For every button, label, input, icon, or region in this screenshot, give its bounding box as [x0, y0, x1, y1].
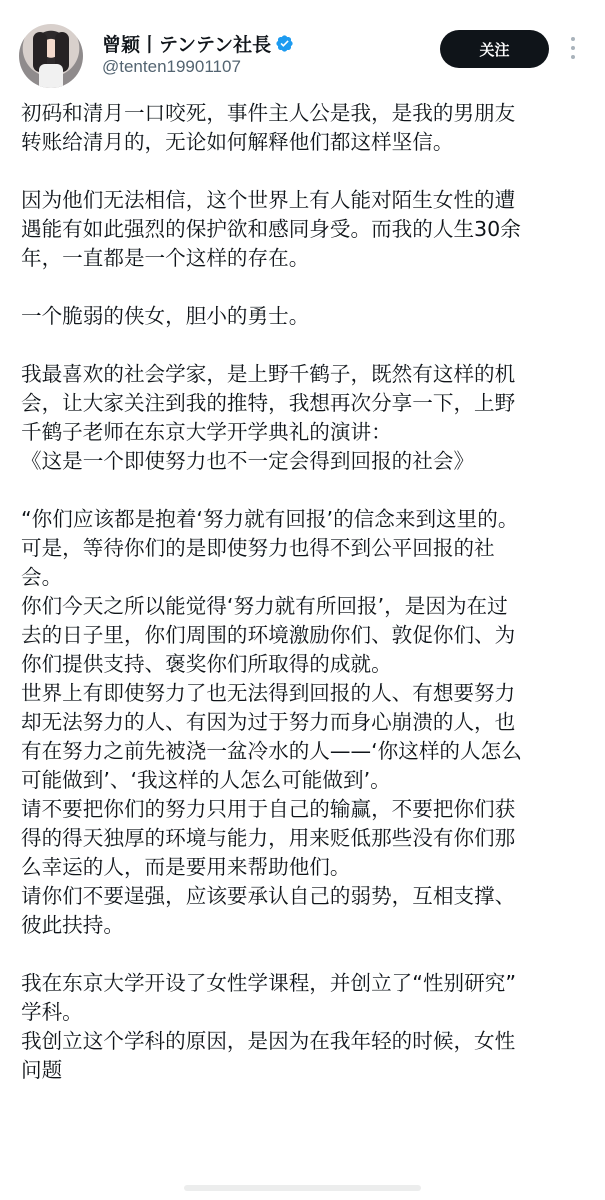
tweet-blank-line — [21, 940, 581, 969]
tweet-line: 千鹤子老师在东京大学开学典礼的演讲： — [21, 420, 392, 444]
tweet-line: 有在努力之前先被浇一盆冷水的人——‘你这样的人怎么 — [21, 739, 522, 763]
tweet-line: 你们提供支持、褒奖你们所取得的成就。 — [21, 652, 392, 676]
tweet-line: 可能做到’、‘我这样的人怎么可能做到’。 — [21, 768, 391, 792]
tweet-line: 初码和清月一口咬死，事件主人公是我，是我的男朋友 — [21, 101, 516, 125]
tweet-line: 彼此扶持。 — [21, 913, 124, 937]
author-handle[interactable]: @tenten19901107 — [102, 57, 241, 76]
tweet-text — [21, 99, 581, 1085]
tweet-line: 却无法努力的人、有因为过于努力而身心崩溃的人，也 — [21, 710, 516, 734]
tweet-line: 学科。 — [21, 1000, 83, 1024]
author-name-row[interactable] — [102, 30, 294, 57]
tweet-line: 我创立这个学科的原因，是因为在我年轻的时候，女性 — [21, 1029, 516, 1053]
avatar[interactable] — [19, 24, 83, 88]
tweet-line: 么幸运的人，而是要用来帮助他们。 — [21, 855, 351, 879]
tweet-line: 会。 — [21, 565, 63, 589]
tweet-line: 我在东京大学开设了女性学课程，并创立了“性别研究” — [21, 971, 516, 995]
tweet-line: 会，让大家关注到我的推特，我想再次分享一下，上野 — [21, 391, 516, 415]
follow-button[interactable]: 关注 — [440, 30, 549, 68]
tweet-line: 世界上有即使努力了也无法得到回报的人、有想要努力 — [21, 681, 516, 705]
tweet-line: 你们今天之所以能觉得‘努力就有所回报’，是因为在过 — [21, 594, 508, 618]
tweet-blank-line — [21, 476, 581, 505]
tweet-line: 转账给清月的，无论如何解释他们都这样坚信。 — [21, 130, 454, 154]
tweet-blank-line — [21, 331, 581, 360]
tweet-blank-line — [21, 273, 581, 302]
tweet-line: 年，一直都是一个这样的存在。 — [21, 246, 310, 270]
tweet-line: 得的得天独厚的环境与能力，用来贬低那些没有你们那 — [21, 826, 516, 850]
tweet-line: 我最喜欢的社会学家，是上野千鹤子，既然有这样的机 — [21, 362, 516, 386]
tweet-line: 一个脆弱的侠女，胆小的勇士。 — [21, 304, 310, 328]
tweet-header — [0, 0, 605, 92]
tweet-line: 去的日子里，你们周围的环境激励你们、敦促你们、为 — [21, 623, 516, 647]
home-indicator — [184, 1185, 421, 1191]
tweet-line: 问题 — [21, 1058, 63, 1082]
tweet-line: 可是，等待你们的是即使努力也得不到公平回报的社 — [21, 536, 495, 560]
tweet-line: 《这是一个即使努力也不一定会得到回报的社会》 — [21, 449, 475, 473]
tweet-line: 遇能有如此强烈的保护欲和感同身受。而我的人生30余 — [21, 217, 521, 241]
avatar-body — [39, 64, 63, 88]
tweet-line: 请不要把你们的努力只用于自己的输赢，不要把你们获 — [21, 797, 516, 821]
ellipsis-vertical-icon[interactable] — [566, 37, 580, 63]
tweet-line: 请你们不要逞强，应该要承认自己的弱势，互相支撑、 — [21, 884, 516, 908]
tweet-blank-line — [21, 157, 581, 186]
tweet-line: 因为他们无法相信，这个世界上有人能对陌生女性的遭 — [21, 188, 516, 212]
verified-badge-icon — [275, 34, 294, 53]
tweet-line: “你们应该都是抱着‘努力就有回报’的信念来到这里的。 — [21, 507, 519, 531]
author-display-name[interactable]: 曾颖丨テンテン社長 — [102, 34, 272, 56]
